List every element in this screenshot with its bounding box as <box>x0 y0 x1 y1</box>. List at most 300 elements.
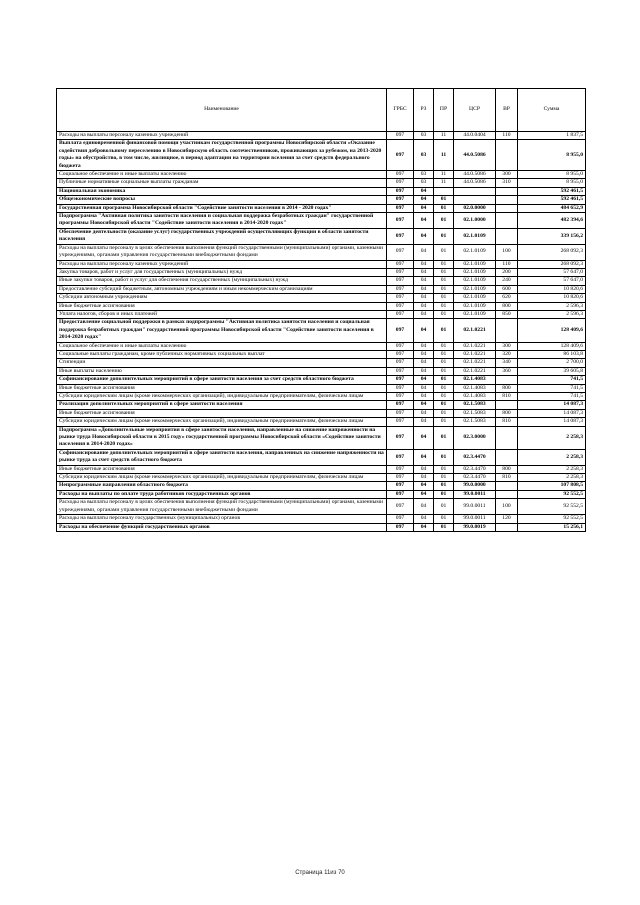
cell-rz: 04 <box>414 294 434 302</box>
cell-rz: 04 <box>414 523 434 531</box>
cell-sum: 741,5 <box>518 384 586 392</box>
cell-csr: 02.1.0221 <box>454 350 496 358</box>
cell-rz: 04 <box>414 499 434 515</box>
cell-csr: 99.0.0011 <box>454 490 496 498</box>
cell-name: Иные бюджетные ассигнования <box>57 465 387 473</box>
cell-csr: 02.1.0109 <box>454 285 496 293</box>
cell-rz: 04 <box>414 474 434 482</box>
cell-grbs: 097 <box>387 376 414 384</box>
cell-pr: 01 <box>434 350 454 358</box>
cell-sum: 92 552,5 <box>518 490 586 498</box>
cell-name: Обеспечение деятельности (оказание услуг) государственных учреждений осуществляющих функции в области занятости населения <box>57 228 387 244</box>
cell-csr: 02.1.4083 <box>454 393 496 401</box>
budget-table <box>56 88 586 532</box>
cell-vr <box>496 140 518 171</box>
cell-csr: 02.1.4083 <box>454 384 496 392</box>
cell-vr: 200 <box>496 268 518 276</box>
cell-vr: 850 <box>496 310 518 318</box>
cell-sum: 15 256,1 <box>518 523 586 531</box>
cell-rz: 03 <box>414 140 434 171</box>
cell-vr <box>496 426 518 449</box>
cell-rz: 03 <box>414 132 434 140</box>
table-row <box>57 171 586 179</box>
cell-vr: 800 <box>496 384 518 392</box>
cell-vr <box>496 401 518 409</box>
cell-grbs: 097 <box>387 359 414 367</box>
cell-vr: 800 <box>496 465 518 473</box>
cell-sum: 10 820,6 <box>518 285 586 293</box>
cell-sum: 339 156,2 <box>518 228 586 244</box>
cell-grbs: 097 <box>387 187 414 195</box>
cell-name: Подпрограмма "Активная политика занятости населения и социальная поддержка безработных граждан" государственной программы Новосибирской области "Содействие занятости населения в 2014-2020 годах" <box>57 213 387 229</box>
cell-sum: 2 596,3 <box>518 310 586 318</box>
table-row <box>57 187 586 195</box>
cell-name: Субсидии юридическим лицам (кроме некоммерческих организаций), индивидуальным предпринимателям, физическим лицам <box>57 474 387 482</box>
cell-csr: 02.1.5083 <box>454 418 496 426</box>
cell-vr <box>496 449 518 465</box>
cell-vr <box>496 376 518 384</box>
cell-grbs: 097 <box>387 426 414 449</box>
cell-csr: 44.0.0404 <box>454 132 496 140</box>
cell-sum: 8 955,0 <box>518 179 586 187</box>
cell-grbs: 097 <box>387 342 414 350</box>
cell-grbs: 097 <box>387 196 414 204</box>
cell-pr: 01 <box>434 490 454 498</box>
cell-rz: 04 <box>414 367 434 375</box>
cell-pr: 01 <box>434 515 454 523</box>
cell-csr: 02.1.0221 <box>454 342 496 350</box>
cell-vr: 810 <box>496 418 518 426</box>
cell-grbs: 097 <box>387 409 414 417</box>
cell-csr: 44.0.5086 <box>454 140 496 171</box>
cell-csr <box>454 196 496 204</box>
cell-vr: 110 <box>496 132 518 140</box>
cell-sum: 482 394,6 <box>518 213 586 229</box>
cell-grbs: 097 <box>387 285 414 293</box>
cell-grbs: 097 <box>387 393 414 401</box>
cell-csr: 02.1.4083 <box>454 376 496 384</box>
cell-grbs: 097 <box>387 310 414 318</box>
cell-grbs: 097 <box>387 319 414 342</box>
cell-pr: 01 <box>434 474 454 482</box>
cell-name: Софинансирование дополнительных мероприятий в сфере занятости населения за счет средств областного бюджета <box>57 376 387 384</box>
cell-csr: 02.1.0109 <box>454 268 496 276</box>
cell-sum: 1 837,5 <box>518 132 586 140</box>
cell-pr: 01 <box>434 268 454 276</box>
cell-pr: 01 <box>434 228 454 244</box>
cell-pr: 01 <box>434 196 454 204</box>
cell-pr: 11 <box>434 140 454 171</box>
cell-pr <box>434 187 454 195</box>
cell-vr: 800 <box>496 302 518 310</box>
cell-sum: 2 700,0 <box>518 359 586 367</box>
cell-grbs: 097 <box>387 350 414 358</box>
cell-name: Подпрограмма «Дополнительные мероприятия в сфере занятости населения, направленные на снижение напряженности на рынке труда Новосибирской области в 2015 году» государственной программы Новосибирской области «Содействие занятости населения в 2014-2020 годах» <box>57 426 387 449</box>
cell-rz: 04 <box>414 515 434 523</box>
cell-pr: 01 <box>434 310 454 318</box>
table-header-row <box>57 89 586 132</box>
cell-csr <box>454 187 496 195</box>
cell-rz: 04 <box>414 409 434 417</box>
cell-name: Субсидии юридическим лицам (кроме некоммерческих организаций), индивидуальным предпринимателям, физическим лицам <box>57 418 387 426</box>
cell-name: Субсидии юридическим лицам (кроме некоммерческих организаций), индивидуальным предпринимателям, физическим лицам <box>57 393 387 401</box>
cell-grbs: 097 <box>387 482 414 490</box>
table-row <box>57 426 586 449</box>
cell-sum: 92 552,5 <box>518 499 586 515</box>
table-row <box>57 482 586 490</box>
table-row <box>57 401 586 409</box>
cell-vr <box>496 228 518 244</box>
cell-name: Предоставление социальной поддержки в рамках подпрограммы "Активная политика занятости населения и социальная поддержка безработных граждан" государственной программы Новосибирской области "Содействие занятости населения в 2014-2020 годах" <box>57 319 387 342</box>
cell-rz: 04 <box>414 302 434 310</box>
table-row <box>57 350 586 358</box>
cell-sum: 86 103,8 <box>518 350 586 358</box>
cell-pr: 01 <box>434 204 454 212</box>
cell-name: Расходы на выплаты персоналу казенных учреждений <box>57 132 387 140</box>
header-sum: Сумма <box>518 89 586 132</box>
cell-name: Иные бюджетные ассигнования <box>57 302 387 310</box>
cell-grbs: 097 <box>387 277 414 285</box>
cell-grbs: 097 <box>387 490 414 498</box>
cell-vr <box>496 319 518 342</box>
cell-pr: 01 <box>434 294 454 302</box>
cell-sum: 741,5 <box>518 393 586 401</box>
cell-name: Общеэкономические вопросы <box>57 196 387 204</box>
cell-sum: 2 258,3 <box>518 426 586 449</box>
table-row <box>57 449 586 465</box>
cell-sum: 39 605,8 <box>518 367 586 375</box>
cell-grbs: 097 <box>387 244 414 260</box>
header-vr: ВР <box>496 89 518 132</box>
cell-grbs: 097 <box>387 515 414 523</box>
cell-vr: 120 <box>496 515 518 523</box>
cell-sum: 14 087,3 <box>518 418 586 426</box>
cell-rz: 04 <box>414 285 434 293</box>
cell-pr: 01 <box>434 449 454 465</box>
cell-sum: 484 652,9 <box>518 204 586 212</box>
cell-pr: 01 <box>434 418 454 426</box>
cell-pr: 01 <box>434 367 454 375</box>
header-grbs: ГРБС <box>387 89 414 132</box>
table-row <box>57 277 586 285</box>
cell-pr: 11 <box>434 132 454 140</box>
cell-sum: 128 409,6 <box>518 342 586 350</box>
cell-vr <box>496 204 518 212</box>
cell-pr: 01 <box>434 376 454 384</box>
cell-sum: 14 087,3 <box>518 401 586 409</box>
cell-sum: 10 820,6 <box>518 294 586 302</box>
cell-grbs: 097 <box>387 132 414 140</box>
cell-pr: 01 <box>434 465 454 473</box>
table-row <box>57 367 586 375</box>
cell-csr: 02.1.0109 <box>454 294 496 302</box>
cell-pr: 01 <box>434 285 454 293</box>
cell-name: Иные бюджетные ассигнования <box>57 409 387 417</box>
cell-rz: 04 <box>414 277 434 285</box>
cell-rz: 04 <box>414 359 434 367</box>
cell-grbs: 097 <box>387 523 414 531</box>
cell-sum: 268 092,3 <box>518 260 586 268</box>
table-row <box>57 474 586 482</box>
cell-sum: 741,5 <box>518 376 586 384</box>
table-body <box>57 132 586 532</box>
table-row <box>57 359 586 367</box>
cell-name: Выплата единовременной финансовой помощи участникам государственной программы Новосибирской области «Оказание содействия добровольному переселению в Новосибирскую область соотечественников, проживающих за рубежом, на 2013-2020 годы» на обустройство, в том числе, жилищное, в период адаптации на территории вселения за счет средств федерального бюджета <box>57 140 387 171</box>
header-rz: РЗ <box>414 89 434 132</box>
cell-csr: 02.3.4470 <box>454 449 496 465</box>
cell-csr: 99.0.0011 <box>454 515 496 523</box>
cell-vr: 310 <box>496 179 518 187</box>
cell-grbs: 097 <box>387 204 414 212</box>
cell-name: Социальное обеспечение и иные выплаты населению <box>57 171 387 179</box>
cell-rz: 04 <box>414 376 434 384</box>
cell-name: Иные закупки товаров, работ и услуг для обеспечения государственных (муниципальных) нужд <box>57 277 387 285</box>
cell-name: Национальная экономика <box>57 187 387 195</box>
cell-vr: 300 <box>496 342 518 350</box>
cell-vr: 600 <box>496 285 518 293</box>
cell-name: Социальное обеспечение и иные выплаты населению <box>57 342 387 350</box>
cell-grbs: 097 <box>387 260 414 268</box>
cell-vr: 100 <box>496 499 518 515</box>
cell-name: Расходы на выплаты персоналу казенных учреждений <box>57 260 387 268</box>
cell-csr: 02.1.0221 <box>454 367 496 375</box>
cell-name: Расходы на обеспечение функций государственных органов <box>57 523 387 531</box>
cell-grbs: 097 <box>387 449 414 465</box>
cell-csr: 02.1.0109 <box>454 277 496 285</box>
cell-vr: 100 <box>496 244 518 260</box>
cell-pr: 01 <box>434 426 454 449</box>
cell-rz: 04 <box>414 426 434 449</box>
cell-name: Расходы на выплаты персоналу в целях обеспечения выполнения функций государственными (муниципальными) органами, казенными учреждениями, органами управления государственными внебюджетными фондами <box>57 244 387 260</box>
cell-name: Государственная программа Новосибирской области "Содействие занятости населения в 2014 - 2020 годах" <box>57 204 387 212</box>
cell-csr: 99.0.0019 <box>454 523 496 531</box>
cell-pr: 01 <box>434 384 454 392</box>
cell-rz: 04 <box>414 482 434 490</box>
cell-csr: 44.0.5086 <box>454 171 496 179</box>
cell-sum: 57 647,0 <box>518 268 586 276</box>
cell-csr: 02.1.0109 <box>454 310 496 318</box>
cell-sum: 2 258,3 <box>518 474 586 482</box>
cell-sum: 8 955,0 <box>518 140 586 171</box>
cell-vr: 810 <box>496 393 518 401</box>
cell-rz: 04 <box>414 465 434 473</box>
cell-rz: 04 <box>414 268 434 276</box>
table-row <box>57 260 586 268</box>
cell-name: Непрограммные направления областного бюджета <box>57 482 387 490</box>
cell-rz: 04 <box>414 196 434 204</box>
cell-name: Иные бюджетные ассигнования <box>57 384 387 392</box>
cell-grbs: 097 <box>387 171 414 179</box>
cell-vr: 110 <box>496 260 518 268</box>
cell-sum: 128 409,6 <box>518 319 586 342</box>
table-row <box>57 310 586 318</box>
cell-rz: 03 <box>414 171 434 179</box>
cell-csr: 02.3.4470 <box>454 474 496 482</box>
cell-csr: 02.3.4470 <box>454 465 496 473</box>
cell-name: Расходы на выплаты персоналу государственных (муниципальных) органов <box>57 515 387 523</box>
table-row <box>57 196 586 204</box>
cell-grbs: 097 <box>387 384 414 392</box>
cell-pr: 01 <box>434 393 454 401</box>
cell-grbs: 097 <box>387 228 414 244</box>
cell-csr: 02.1.0221 <box>454 359 496 367</box>
table-row <box>57 342 586 350</box>
cell-grbs: 097 <box>387 474 414 482</box>
cell-sum: 57 647,0 <box>518 277 586 285</box>
cell-pr: 11 <box>434 171 454 179</box>
cell-vr: 800 <box>496 409 518 417</box>
table-row <box>57 523 586 531</box>
cell-csr: 02.1.5083 <box>454 401 496 409</box>
cell-rz: 04 <box>414 393 434 401</box>
cell-vr <box>496 196 518 204</box>
cell-csr: 02.3.0000 <box>454 426 496 449</box>
cell-pr: 01 <box>434 499 454 515</box>
cell-sum: 107 808,5 <box>518 482 586 490</box>
cell-rz: 04 <box>414 244 434 260</box>
cell-sum: 268 092,3 <box>518 244 586 260</box>
table-row <box>57 319 586 342</box>
table-row <box>57 244 586 260</box>
cell-vr <box>496 482 518 490</box>
cell-pr: 01 <box>434 319 454 342</box>
table-row <box>57 376 586 384</box>
cell-rz: 04 <box>414 319 434 342</box>
table-row <box>57 515 586 523</box>
cell-csr: 02.1.0109 <box>454 244 496 260</box>
cell-grbs: 097 <box>387 268 414 276</box>
cell-name: Расходы на выплаты по оплате труда работников государственных органов <box>57 490 387 498</box>
cell-name: Реализация дополнительных мероприятий в сфере занятости населения <box>57 401 387 409</box>
cell-rz: 04 <box>414 213 434 229</box>
cell-name: Иные выплаты населению <box>57 367 387 375</box>
table-row <box>57 179 586 187</box>
table-row <box>57 228 586 244</box>
cell-vr: 360 <box>496 367 518 375</box>
table-row <box>57 285 586 293</box>
table-row <box>57 302 586 310</box>
cell-sum: 592 461,5 <box>518 187 586 195</box>
cell-rz: 04 <box>414 260 434 268</box>
cell-name: Публичные нормативные социальные выплаты гражданам <box>57 179 387 187</box>
cell-pr: 01 <box>434 244 454 260</box>
header-pr: ПР <box>434 89 454 132</box>
cell-rz: 04 <box>414 187 434 195</box>
cell-rz: 03 <box>414 179 434 187</box>
cell-csr: 02.0.0000 <box>454 204 496 212</box>
cell-sum: 2 258,3 <box>518 449 586 465</box>
cell-rz: 04 <box>414 342 434 350</box>
cell-rz: 04 <box>414 204 434 212</box>
cell-grbs: 097 <box>387 140 414 171</box>
table-row <box>57 204 586 212</box>
table-row <box>57 132 586 140</box>
cell-pr: 01 <box>434 359 454 367</box>
cell-sum: 8 955,0 <box>518 171 586 179</box>
cell-rz: 04 <box>414 310 434 318</box>
cell-rz: 04 <box>414 449 434 465</box>
cell-rz: 04 <box>414 384 434 392</box>
cell-rz: 04 <box>414 490 434 498</box>
cell-name: Уплата налогов, сборов и иных платежей <box>57 310 387 318</box>
cell-name: Социальные выплаты гражданам, кроме публичных нормативных социальных выплат <box>57 350 387 358</box>
cell-grbs: 097 <box>387 302 414 310</box>
cell-vr: 620 <box>496 294 518 302</box>
cell-sum: 2 258,3 <box>518 465 586 473</box>
cell-vr: 810 <box>496 474 518 482</box>
cell-rz: 04 <box>414 418 434 426</box>
cell-pr: 01 <box>434 342 454 350</box>
cell-grbs: 097 <box>387 401 414 409</box>
cell-vr <box>496 187 518 195</box>
cell-name: Предоставление субсидий бюджетным, автономным учреждениям и иным некоммерческим организациям <box>57 285 387 293</box>
table-row <box>57 409 586 417</box>
cell-grbs: 097 <box>387 418 414 426</box>
table-row <box>57 268 586 276</box>
cell-rz: 04 <box>414 401 434 409</box>
cell-name: Расходы на выплаты персоналу в целях обеспечения выполнения функций государственными (муниципальными) органами, казенными учреждениями, органами управления государственными внебюджетными фондами <box>57 499 387 515</box>
table-row <box>57 393 586 401</box>
cell-vr <box>496 213 518 229</box>
table-row <box>57 140 586 171</box>
cell-pr: 01 <box>434 409 454 417</box>
cell-grbs: 097 <box>387 294 414 302</box>
cell-csr: 02.1.5083 <box>454 409 496 417</box>
cell-name: Субсидии автономным учреждениям <box>57 294 387 302</box>
table-row <box>57 384 586 392</box>
cell-name: Закупка товаров, работ и услуг для государственных (муниципальных) нужд <box>57 268 387 276</box>
cell-sum: 14 087,3 <box>518 409 586 417</box>
cell-rz: 04 <box>414 228 434 244</box>
cell-csr: 44.0.5086 <box>454 179 496 187</box>
cell-pr: 01 <box>434 482 454 490</box>
cell-sum: 592 461,5 <box>518 196 586 204</box>
cell-csr: 02.1.0109 <box>454 260 496 268</box>
cell-pr: 01 <box>434 277 454 285</box>
page-number: Страница 11из 70 <box>295 870 345 876</box>
cell-grbs: 097 <box>387 179 414 187</box>
table-row <box>57 213 586 229</box>
cell-csr: 99.0.0011 <box>454 499 496 515</box>
header-name: Наименование <box>57 89 387 132</box>
cell-pr: 01 <box>434 523 454 531</box>
cell-vr <box>496 523 518 531</box>
cell-pr: 01 <box>434 302 454 310</box>
cell-csr: 99.0.0000 <box>454 482 496 490</box>
cell-sum: 92 552,5 <box>518 515 586 523</box>
cell-pr: 11 <box>434 179 454 187</box>
cell-csr: 02.1.0109 <box>454 302 496 310</box>
cell-name: Софинансирование дополнительных мероприятий в сфере занятости населения, направленных на снижение напряженности на рынке труда за счет средств областного бюджета <box>57 449 387 465</box>
cell-csr: 02.1.0000 <box>454 213 496 229</box>
table-row <box>57 490 586 498</box>
cell-grbs: 097 <box>387 213 414 229</box>
table-row <box>57 418 586 426</box>
table-row <box>57 465 586 473</box>
table-row <box>57 499 586 515</box>
cell-vr <box>496 490 518 498</box>
cell-sum: 2 596,3 <box>518 302 586 310</box>
table-row <box>57 294 586 302</box>
cell-vr: 240 <box>496 277 518 285</box>
cell-grbs: 097 <box>387 465 414 473</box>
cell-grbs: 097 <box>387 499 414 515</box>
cell-pr: 01 <box>434 260 454 268</box>
cell-csr: 02.1.0109 <box>454 228 496 244</box>
cell-grbs: 097 <box>387 367 414 375</box>
cell-pr: 01 <box>434 401 454 409</box>
cell-pr: 01 <box>434 213 454 229</box>
